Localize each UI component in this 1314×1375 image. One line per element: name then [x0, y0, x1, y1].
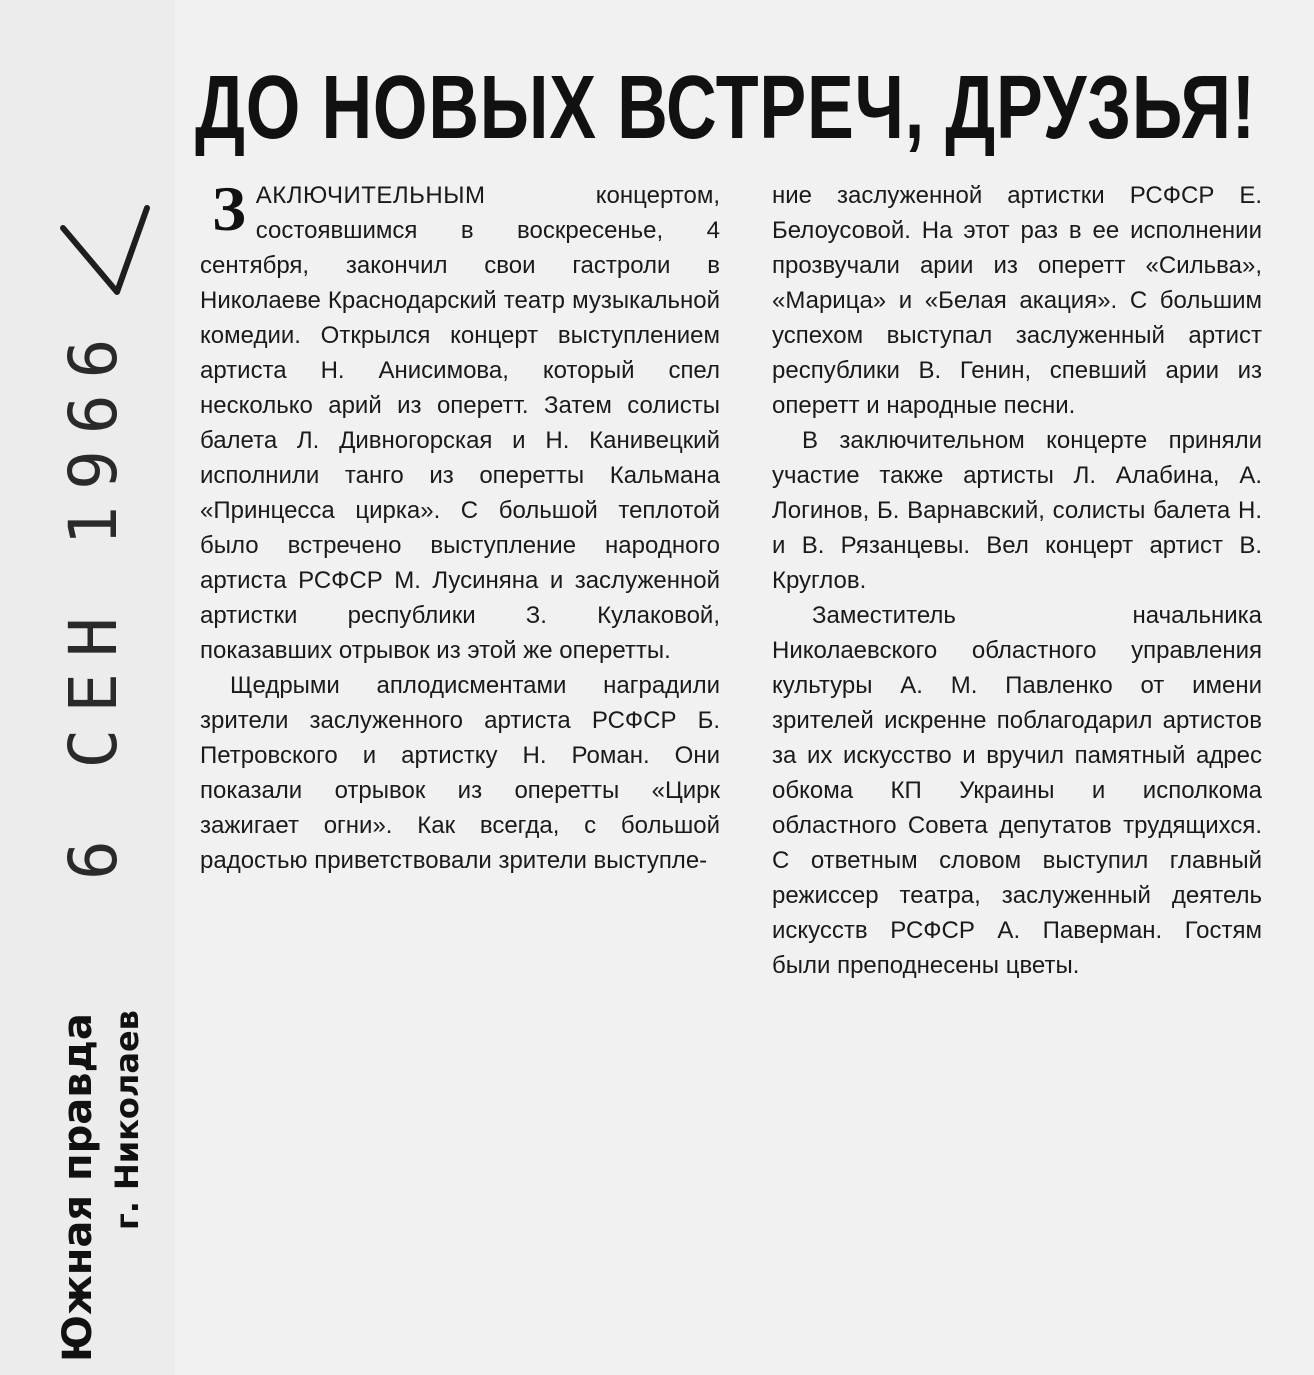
article-column-right	[772, 178, 1262, 983]
article-paragraph: В заключительном концерте приняли участие также артисты Л. Алабина, А. Логинов, Б. Варнавский, солисты балета Н. и В. Рязанцевы. Вел концерт артист В. Круглов.	[772, 427, 1262, 594]
paragraph-text: концертом, состоявшимся в воскресенье, 4 сентября, закончил свои гастроли в Николаеве Краснодарский театр музыкальной комедии. Открылся концерт выступлением артиста Н. Анисимова, который спел несколько арий из оперетт. Затем солисты балета Л. Дивногорская и Н. Канивецкий исполнили танго из оперетты Кальмана «Принцесса цирка». С большой теплотой было встречено выступление народного артиста РСФСР М. Лусиняна и заслуженной артистки республики З. Кулаковой, показавших отрывок из этой же оперетты.	[200, 182, 720, 664]
article-headline: ДО НОВЫХ ВСТРЕЧ, ДРУЗЬЯ!	[195, 58, 1256, 158]
drop-cap: З	[212, 173, 246, 244]
checkmark-icon	[55, 200, 155, 310]
newspaper-city: г. Николаев	[108, 1010, 146, 1230]
article-column-left	[200, 173, 720, 878]
article-paragraph: ние заслуженной артистки РСФСР Е. Белоусовой. На этот раз в ее исполнении прозвучали арии из оперетт «Сильва», «Марица» и «Белая акация». С большим успехом выступал заслуженный артист республики В. Генин, спевший арии из оперетт и народные песни.	[772, 182, 1262, 419]
newspaper-name: Южная правда	[55, 1013, 101, 1362]
article-paragraph	[200, 173, 720, 668]
stamp-date: 6 СЕН 1966	[55, 322, 132, 880]
article-paragraph: Щедрыми аплодисментами наградили зрители заслуженного артиста РСФСР Б. Петровского и артистку Н. Роман. Они показали отрывок из оперетты «Цирк зажигает огни». Как всегда, с большой радостью приветствовали зрители выступле-	[200, 672, 720, 874]
lead-caps: АКЛЮЧИТЕЛЬНЫМ	[255, 182, 486, 209]
article-paragraph: Заместитель начальника Николаевского областного управления культуры А. М. Павленко от имени зрителей искренне поблагодарил артистов за их искусство и вручил памятный адрес обкома КП Украины и исполкома областного Совета депутатов трудящихся. С ответным словом выступил главный режиссер театра, заслуженный деятель искусств РСФСР А. Паверман. Гостям были преподнесены цветы.	[772, 602, 1262, 979]
archive-stamp-strip	[0, 0, 175, 1375]
